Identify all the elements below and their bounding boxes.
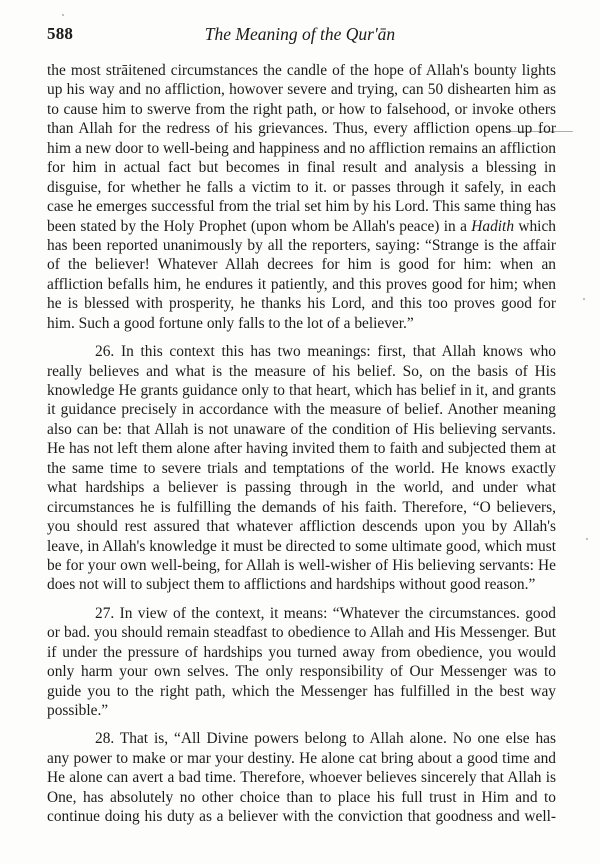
text-line: 27. In view of the context, it means: “Whatever the circumstances. good	[95, 604, 556, 622]
text-line: of the believer! Whatever Allah decrees for him is good for him: when an	[47, 256, 556, 274]
text-line: or bad. you should remain steadfast to obedience to Allah and His Messenger. But	[47, 624, 556, 642]
text-line: what hardships a believer is passing through in the world, and under what	[47, 479, 556, 497]
text-line: if under the pressure of hardships you turned away from obedience, you would	[47, 643, 556, 661]
text-line: been stated by the Holy Prophet (upon whom be Allah's peace) in a Hadith which	[47, 217, 556, 235]
text-line: he is blessed with prosperity, he thanks his Lord, and this too proves good for	[47, 295, 556, 313]
paragraph-continuation	[47, 61, 556, 333]
scan-speck	[586, 538, 588, 540]
text-line: does not will to subject them to afflictions and hardships without good reason.”	[47, 576, 536, 594]
page-number: 588	[47, 24, 74, 43]
text-line: only harm your own selves. The only responsibility of Our Messenger was to	[47, 663, 556, 681]
italic-term: Hadith	[471, 217, 515, 235]
text-line: 28. That is, “All Divine powers belong to Allah alone. No one else has	[95, 730, 556, 748]
text-line: be for your own well-being, for Allah is well-wisher of His believing servants: He	[47, 556, 556, 574]
text-line: He has not left them alone after having invited them to faith and subjected them at	[47, 440, 556, 458]
text-line: the same time to severe trials and temptations of the world. He knows exactly	[47, 459, 556, 477]
text-line: him a new door to well-being and happiness and no affliction remains an affliction	[47, 139, 556, 157]
text-line: disguise, for whether he falls a victim to it. or passes through it safely, in each	[47, 178, 556, 196]
text-line: up his way and no affliction, howover severe and trying, can 50 dishearten him as	[47, 81, 556, 99]
text-line: affliction befalls him, he endures it patiently, and this proves good for him; when	[47, 275, 556, 293]
text-line: it guidance precisely in accordance with the measure of belief. Another meaning	[47, 401, 556, 419]
text-line: possible.”	[47, 702, 109, 719]
text-line: has been reported unanimously by all the reporters, saying: “Strange is the affair	[47, 236, 556, 254]
scan-speck	[62, 14, 64, 16]
text-line: any power to make or mar your destiny. He alone cat bring about a good time and	[47, 749, 556, 767]
text-line: the most strāitened circumstances the candle of the hope of Allah's bounty lights	[47, 62, 556, 79]
text-line: One, has absolutely no other choice than to place his full trust in Him and to	[47, 788, 556, 806]
text-line: leave, in Allah's knowledge it must be directed to some ultimate good, which must	[47, 537, 556, 555]
text-line: case he emerges successful from the trial set him by his Lord. This same thing has	[47, 198, 556, 216]
note-28	[47, 729, 556, 826]
text-line: than Allah for the redress of his grievances. Thus, every affliction opens up for	[47, 120, 556, 138]
text-line: circumstances he is fulfilling the demands of his faith. Therefore, “O believers,	[47, 498, 556, 516]
text-line: him. Such a good fortune only falls to the lot of a believer.”	[47, 314, 414, 332]
text-line: really believes and what is the measure of his belief. So, on the basis of His	[47, 362, 556, 380]
text-line: you should rest assured that whatever affliction descends upon you by Allah's	[47, 518, 556, 536]
text-line: He alone can avert a bad time. Therefore, whoever believes sincerely that Allah is	[47, 769, 556, 787]
text-line: to cause him to swerve from the right path, or how to falsehood, or invoke others	[47, 100, 556, 118]
text-line: also can be: that Allah is not unaware of the condition of His believing servants.	[47, 420, 556, 438]
running-title: The Meaning of the Qur'ān	[204, 24, 396, 44]
body-text	[47, 61, 556, 827]
text-line: continue doing his duty as a believer with the conviction that goodness and well-	[47, 808, 556, 826]
note-27	[47, 604, 556, 721]
scan-speck	[583, 298, 585, 300]
text-line: 26. In this context this has two meanings: first, that Allah knows who	[95, 343, 556, 361]
note-26	[47, 342, 556, 595]
text-line: for him in actual fact but becomes in final result and analysis a blessing in	[47, 159, 556, 177]
text-line: knowledge He grants guidance only to that heart, which has belief in it, and grants	[47, 382, 556, 399]
text-line: guide you to the right path, which the Messenger has fulfilled in the best way	[47, 682, 556, 700]
